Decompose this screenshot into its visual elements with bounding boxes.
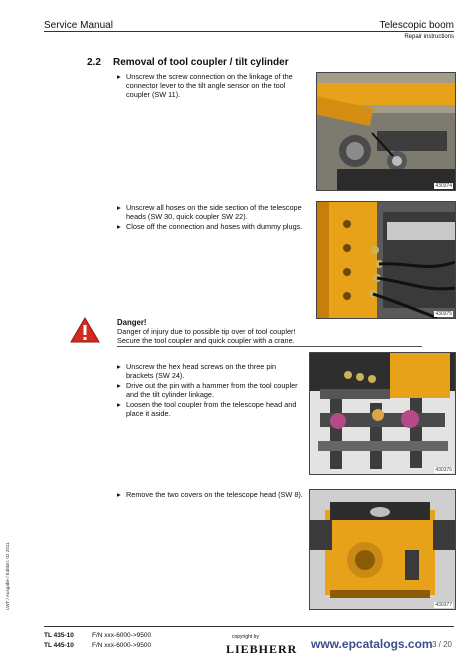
website-watermark[interactable]: www.epcatalogs.com xyxy=(311,637,433,651)
photo-id: 430377 xyxy=(435,602,452,608)
danger-divider xyxy=(117,346,422,347)
list-item xyxy=(117,203,305,221)
bullet-arrow-icon: ▸ xyxy=(117,381,121,390)
step-block-2 xyxy=(117,203,305,232)
step-text: Drive out the pin with a hammer from the tool coupler and the tilt cylinder linkage. xyxy=(126,381,298,399)
model-1: TL 435-10 xyxy=(44,632,74,639)
part-number-2: F/N xxx-6000->9500 xyxy=(92,642,152,649)
photo-tilt-sensor-linkage xyxy=(316,72,456,191)
step-text: Loosen the tool coupler from the telescope head and place it aside. xyxy=(126,400,297,418)
step-text: Close off the connection and hoses with dummy plugs. xyxy=(126,222,303,231)
edition-side-text: LWT / Ausgabe / Edition: 02 2011 xyxy=(5,542,10,610)
bullet-arrow-icon: ▸ xyxy=(117,203,121,212)
danger-line-1: Danger of injury due to possible tip over of tool coupler! xyxy=(117,327,296,336)
header-divider xyxy=(44,31,454,32)
step-block-3 xyxy=(117,362,305,419)
photo-telescope-head-covers xyxy=(309,489,456,610)
list-item xyxy=(117,362,305,380)
section-number: 2.2 xyxy=(87,57,101,68)
step-text: Unscrew the hex head screws on the three pin brackets (SW 24). xyxy=(126,362,277,380)
bullet-arrow-icon: ▸ xyxy=(117,362,121,371)
part-number-1: F/N xxx-6000->9500 xyxy=(92,632,152,639)
manual-title: Service Manual xyxy=(44,20,113,31)
copyright-label: copyright by xyxy=(232,634,259,640)
section-title: Removal of tool coupler / tilt cylinder xyxy=(113,57,289,68)
bullet-arrow-icon: ▸ xyxy=(117,72,121,81)
list-item xyxy=(117,400,305,418)
footer-divider xyxy=(44,626,454,627)
chapter-subtitle: Repair instructions xyxy=(404,34,454,40)
bullet-arrow-icon: ▸ xyxy=(117,222,121,231)
step-text: Unscrew all hoses on the side section of the telescope heads (SW 30, quick coupler SW 22). xyxy=(126,203,302,221)
step-block-1 xyxy=(117,72,305,100)
list-item xyxy=(117,72,305,99)
step-text: Remove the two covers on the telescope head (SW 8). xyxy=(126,490,303,499)
list-item xyxy=(117,381,305,399)
model-2: TL 445-10 xyxy=(44,642,74,649)
photo-id: 430374 xyxy=(435,183,452,189)
danger-title: Danger! xyxy=(117,318,147,327)
step-block-4 xyxy=(117,490,305,500)
photo-id: 430376 xyxy=(435,467,452,473)
liebherr-logo: LIEBHERR xyxy=(226,642,298,656)
warning-triangle-icon xyxy=(70,317,100,343)
photo-id: 430375 xyxy=(435,311,452,317)
photo-telescope-head-hoses xyxy=(316,201,456,319)
danger-line-2: Secure the tool coupler and quick coupler with a crane. xyxy=(117,336,295,345)
bullet-arrow-icon: ▸ xyxy=(117,400,121,409)
page-number: 3 / 20 xyxy=(431,640,452,649)
step-text: Unscrew the screw connection on the linkage of the connector lever to the tilt angle sensor on the tool coupler (SW 11). xyxy=(126,72,293,99)
chapter-title: Telescopic boom xyxy=(379,20,454,31)
list-item xyxy=(117,222,305,231)
danger-note xyxy=(117,318,422,345)
list-item xyxy=(117,490,305,499)
bullet-arrow-icon: ▸ xyxy=(117,490,121,499)
photo-tool-coupler-pins xyxy=(309,352,456,475)
